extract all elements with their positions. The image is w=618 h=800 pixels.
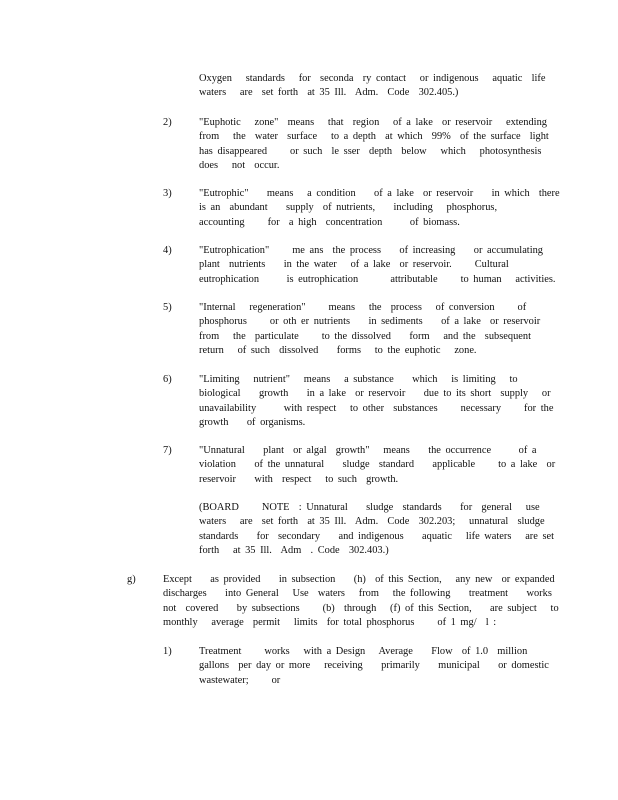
text-line: plant nutrients in the water of a lake or reservoir. Cultural	[199, 259, 509, 271]
text-line: has disappeared or such le sser depth below which photosynthesis	[199, 145, 542, 157]
text-line: "Limiting nutrient" means a substance which is limiting to	[199, 374, 518, 385]
text-line: return of such dissolved forms to the euphotic zone.	[199, 345, 477, 357]
text-line: forth at 35 Ill. Adm . Code 302.403.)	[199, 545, 389, 557]
text-line: violation of the unnatural sludge standard applicable to a lake or	[199, 459, 556, 471]
text-line: standards for secondary and indigenous aquatic life waters are set	[199, 530, 555, 542]
text-line: "Euphotic zone" means that region of a lake or reservoir extending	[199, 117, 547, 128]
text-line: growth of organisms.	[199, 417, 306, 429]
item-number: 4)	[163, 245, 172, 256]
text-line: unavailability with respect to other substances necessary for the	[199, 402, 554, 414]
item-number: 3)	[163, 188, 172, 199]
text-line: Oxygen standards for seconda ry contact or indigenous aquatic life	[199, 73, 546, 84]
item-g1-text	[199, 645, 549, 688]
item-number: 6)	[163, 374, 172, 385]
definition-eutrophic	[199, 187, 560, 230]
text-line: discharges into General Use waters from the following treatment works	[163, 588, 552, 600]
definition-euphotic-zone	[199, 116, 549, 174]
text-line: biological growth in a lake or reservoir due to its short supply or	[199, 388, 551, 400]
item-number: 2)	[163, 117, 172, 128]
definition-limiting-nutrient	[199, 373, 553, 431]
text-line: Treatment works with a Design Average Flow of 1.0 million	[199, 646, 528, 657]
text-line: accounting for a high concentration of biomass.	[199, 216, 460, 228]
text-line: (BOARD NOTE : Unnatural sludge standards for general use	[199, 502, 540, 513]
item-number: 7)	[163, 445, 172, 456]
board-note	[199, 501, 554, 559]
definition-unnatural-growth	[199, 444, 555, 487]
text-line: from the water surface to a depth at which 99% of the surface light	[199, 131, 549, 143]
text-line: "Unnatural plant or algal growth" means the occurrence of a	[199, 445, 537, 456]
text-line: gallons per day or more receiving primarily municipal or domestic	[199, 660, 549, 672]
text-line: waters are set forth at 35 Ill. Adm. Code 302.203; unnatural sludge	[199, 516, 545, 528]
item-number: 5)	[163, 302, 172, 313]
section-label: g)	[127, 574, 136, 585]
text-line: not covered by subsections (b) through (f) of this Section, are subject to	[163, 602, 559, 614]
definition-internal-regeneration	[199, 301, 540, 359]
section-g-text	[163, 573, 559, 631]
text-line: wastewater; or	[199, 674, 281, 686]
text-line: reservoir with respect to such growth.	[199, 473, 399, 485]
text-line: phosphorus or oth er nutrients in sediments of a lake or reservoir	[199, 316, 541, 328]
text-line: Except as provided in subsection (h) of this Section, any new or expanded	[163, 574, 555, 585]
text-line: "Eutrophication" me ans the process of increasing or accumulating	[199, 245, 543, 256]
text-line: "Eutrophic" means a condition of a lake or reservoir in which there	[199, 188, 560, 199]
definition-eutrophication	[199, 244, 556, 287]
text-line: monthly average permit limits for total phosphorus of 1 mg/ l :	[163, 617, 497, 629]
text-line: from the particulate to the dissolved form and the subsequent	[199, 330, 531, 342]
text-line: waters are set forth at 35 Ill. Adm. Code 302.405.)	[199, 87, 459, 99]
text-line: is an abundant supply of nutrients, including phosphorus,	[199, 202, 498, 214]
text-line: "Internal regeneration" means the process of conversion of	[199, 302, 527, 313]
item-number: 1)	[163, 646, 172, 657]
text-line: eutrophication is eutrophication attributable to human activities.	[199, 273, 556, 285]
intro-note	[199, 72, 545, 101]
text-line: does not occur.	[199, 160, 280, 172]
